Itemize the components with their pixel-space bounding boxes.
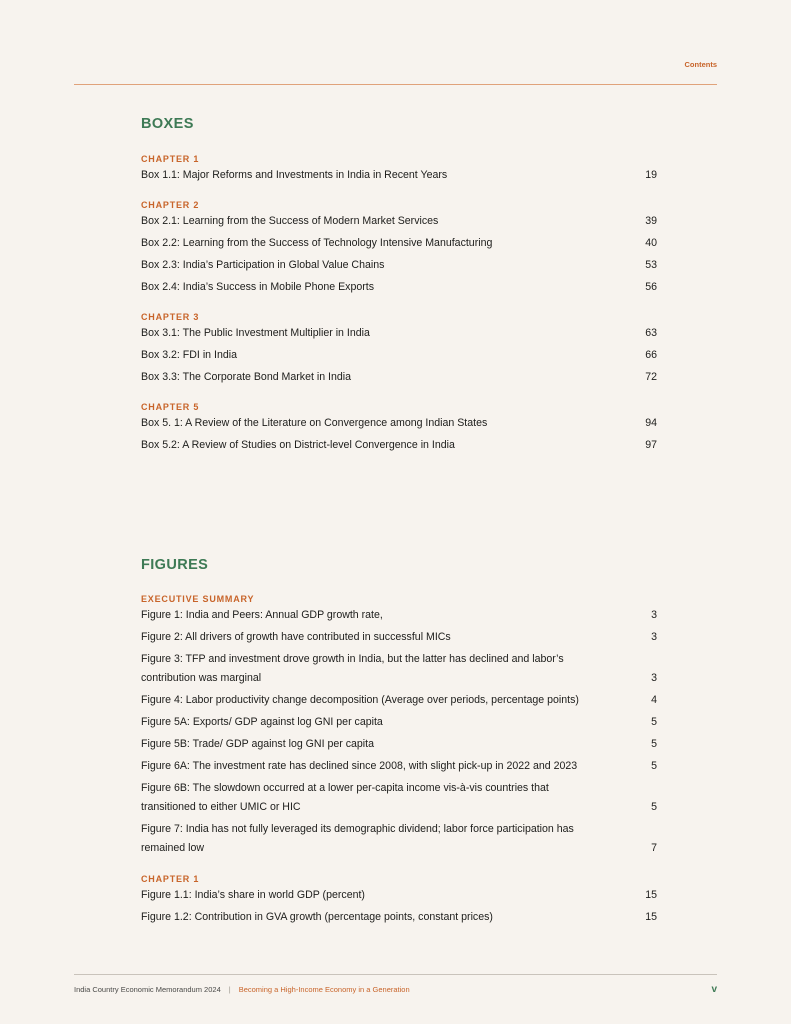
chapter-heading: CHAPTER 2 xyxy=(141,200,200,210)
toc-entry-title: Box 2.2: Learning from the Success of Technology Intensive Manufacturing xyxy=(141,237,493,249)
toc-entry-title: Box 3.1: The Public Investment Multiplier in India xyxy=(141,327,370,339)
toc-entry-title: Box 5.2: A Review of Studies on District-level Convergence in India xyxy=(141,439,455,451)
toc-entry-page: 3 xyxy=(651,609,657,621)
figures-title: FIGURES xyxy=(141,557,209,573)
toc-entry-title: Box 3.2: FDI in India xyxy=(141,349,237,361)
toc-entry-page: 4 xyxy=(651,694,657,706)
toc-entry[interactable] xyxy=(141,606,657,625)
toc-entry[interactable] xyxy=(141,628,657,647)
toc-entry-page: 19 xyxy=(645,169,657,181)
toc-entry-title: Box 5. 1: A Review of the Literature on Convergence among Indian States xyxy=(141,417,488,429)
toc-entry-page: 63 xyxy=(645,327,657,339)
chapter-heading: EXECUTIVE SUMMARY xyxy=(141,594,255,604)
chapter-heading: CHAPTER 5 xyxy=(141,402,200,412)
chapter-heading: CHAPTER 1 xyxy=(141,154,200,164)
toc-entry[interactable] xyxy=(141,691,657,710)
toc-entry[interactable] xyxy=(141,234,657,253)
toc-entry-title: Box 2.1: Learning from the Success of Modern Market Services xyxy=(141,215,439,227)
toc-entry-page: 66 xyxy=(645,349,657,361)
toc-entry-title: Figure 4: Labor productivity change decomposition (Average over periods, percentage points) xyxy=(141,694,579,706)
toc-chapter-group xyxy=(141,402,657,455)
toc-chapter-group xyxy=(141,312,657,387)
header-rule xyxy=(74,84,717,85)
toc-entry-title: Box 1.1: Major Reforms and Investments in India in Recent Years xyxy=(141,169,448,181)
toc-entry-page: 3 xyxy=(651,672,657,684)
toc-entry-page: 3 xyxy=(651,631,657,643)
boxes-section xyxy=(141,116,657,464)
toc-entry-page: 5 xyxy=(651,716,657,728)
boxes-list xyxy=(141,154,657,455)
toc-entry[interactable] xyxy=(141,757,657,776)
toc-entry[interactable] xyxy=(141,414,657,433)
toc-entry-title: Figure 1: India and Peers: Annual GDP growth rate, xyxy=(141,609,383,621)
toc-entry[interactable] xyxy=(141,820,657,858)
boxes-title: BOXES xyxy=(141,116,194,132)
toc-entry[interactable] xyxy=(141,324,657,343)
toc-entry-title: Figure 6B: The slowdown occurred at a lower per-capita income vis-à-vis countries that transitioned to either UMIC or HIC xyxy=(141,782,549,813)
toc-entry[interactable] xyxy=(141,278,657,297)
figures-list xyxy=(141,594,657,927)
toc-entry-page: 53 xyxy=(645,259,657,271)
toc-entry-page: 39 xyxy=(645,215,657,227)
toc-entry-page: 5 xyxy=(651,760,657,772)
toc-entry-page: 56 xyxy=(645,281,657,293)
footer-separator: | xyxy=(228,985,231,994)
figures-section xyxy=(141,557,657,936)
toc-entry-page: 72 xyxy=(645,371,657,383)
toc-entry-title: Figure 6A: The investment rate has declined since 2008, with slight pick-up in 2022 and 2023 xyxy=(141,760,578,772)
chapter-heading: CHAPTER 3 xyxy=(141,312,200,322)
toc-entry-title: Figure 3: TFP and investment drove growth in India, but the latter has declined and labor’s contribution was marginal xyxy=(141,653,564,684)
toc-entry-page: 40 xyxy=(645,237,657,249)
toc-entry-page: 15 xyxy=(645,911,657,923)
toc-entry[interactable] xyxy=(141,908,657,927)
toc-entry-title: Figure 5A: Exports/ GDP against log GNI per capita xyxy=(141,716,383,728)
chapter-heading: CHAPTER 1 xyxy=(141,874,200,884)
toc-chapter-group xyxy=(141,154,657,185)
toc-entry-title: Figure 7: India has not fully leveraged its demographic dividend; labor force participation has remained low xyxy=(141,823,574,854)
toc-entry-page: 5 xyxy=(651,801,657,813)
footer xyxy=(74,984,717,995)
toc-chapter-group xyxy=(141,874,657,927)
toc-entry[interactable] xyxy=(141,256,657,275)
toc-entry[interactable] xyxy=(141,735,657,754)
toc-entry[interactable] xyxy=(141,713,657,732)
toc-entry-page: 5 xyxy=(651,738,657,750)
footer-page-number: v xyxy=(711,984,717,995)
toc-chapter-group xyxy=(141,200,657,297)
toc-entry-title: Box 2.4: India’s Success in Mobile Phone Exports xyxy=(141,281,374,293)
toc-entry-page: 97 xyxy=(645,439,657,451)
toc-entry-page: 15 xyxy=(645,889,657,901)
toc-entry[interactable] xyxy=(141,368,657,387)
toc-entry-title: Figure 1.1: India’s share in world GDP (percent) xyxy=(141,889,365,901)
toc-entry[interactable] xyxy=(141,436,657,455)
toc-chapter-group xyxy=(141,594,657,858)
toc-entry[interactable] xyxy=(141,346,657,365)
footer-rule xyxy=(74,974,717,975)
toc-entry-page: 94 xyxy=(645,417,657,429)
toc-entry[interactable] xyxy=(141,886,657,905)
footer-subtitle: Becoming a High-Income Economy in a Generation xyxy=(238,985,410,994)
toc-entry-title: Figure 1.2: Contribution in GVA growth (percentage points, constant prices) xyxy=(141,911,493,923)
toc-entry[interactable] xyxy=(141,166,657,185)
toc-entry[interactable] xyxy=(141,779,657,817)
toc-entry-title: Figure 2: All drivers of growth have contributed in successful MICs xyxy=(141,631,451,643)
toc-entry-title: Figure 5B: Trade/ GDP against log GNI per capita xyxy=(141,738,374,750)
footer-document-title: India Country Economic Memorandum 2024 xyxy=(74,985,221,994)
toc-entry-page: 7 xyxy=(651,842,657,854)
toc-entry[interactable] xyxy=(141,650,657,688)
toc-entry-title: Box 3.3: The Corporate Bond Market in India xyxy=(141,371,352,383)
header-contents-label: Contents xyxy=(684,60,717,69)
toc-entry[interactable] xyxy=(141,212,657,231)
toc-entry-title: Box 2.3: India’s Participation in Global Value Chains xyxy=(141,259,385,271)
